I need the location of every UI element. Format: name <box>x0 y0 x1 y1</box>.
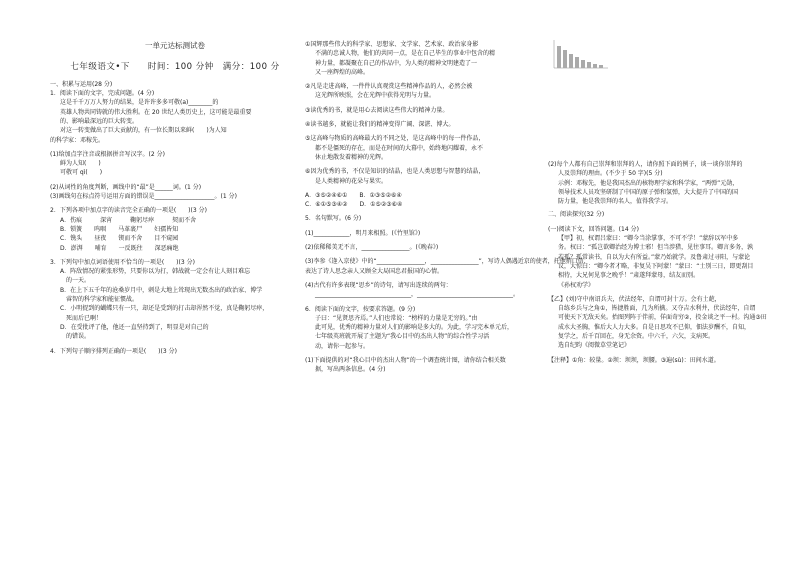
text-line: 若孤？孤常读书，自以为大有所益。”蒙乃始就学。及鲁肃过寻阳，与蒙论 <box>558 253 751 261</box>
text-line: 可使天下无敌天矣。抬图列阵于伴前，佯面奇穷②，投金谈之平一村。沟通③田 <box>558 314 767 322</box>
text-line: 的一天。 <box>66 277 91 285</box>
text-line: ⑥因为优秀的书，不仅是知识的结晶，也是人类思想与智慧的结晶， <box>305 168 485 176</box>
text-line: (3)李参《逢入京使》中的“________________，________________”，写诗人偶遇近京的使者，托他捎口信， <box>305 258 590 266</box>
text-line: (1)下面提供的对“我心目中的杰出人物”的一个调查统计图，请你结合相关数 <box>305 357 506 365</box>
text-line: (2)依稀稀美无不言，________________。(《晚春》) <box>305 244 439 252</box>
text-line: 这光辉所映照，会在光辉中获得光明与力量。 <box>315 92 436 100</box>
text-line: D．澎湃 哺育 一反既往 深恶痛绝 <box>60 244 179 252</box>
text-line: 睿智的科学家和能征惯战。 <box>66 296 139 304</box>
text-line: (2)从词性的角度判断，画线中的“最”是______词。(1 分) <box>50 183 202 191</box>
text-line: 的科学家：邓稼先。 <box>50 136 105 144</box>
text-line: 《孙权劝学》 <box>558 281 595 289</box>
text-line: 成水大圣胸，惟后大人力大多。自是日思攻不已仰，佃法岁酬不，自知， <box>558 323 751 331</box>
text-line: ________________________________，________________________________。 <box>315 291 520 299</box>
text-line: 不满的忠诚人物，他们的共同一点，是在自己毕生的事业中包含的精 <box>315 50 496 58</box>
text-line: 示例：邓稼先，他是我国杰出的核物理学家和科学家，“两弹”元勋， <box>558 179 739 187</box>
text-line: 领导技术人员攻坚研制了中国的原子弹和氢弹，大大提升了中国的国 <box>558 188 739 196</box>
text-line: ③读优秀的书，就是用心去阅读这些伟大的精神力量。 <box>305 106 449 114</box>
text-line: 【注释】①角：较量。②坝：坝坝，坝腰。③遍(sù)：田间水道。 <box>548 356 720 364</box>
text-line: 的、影响最深远的巨大转变。 <box>60 117 139 125</box>
text-line: C．镌头 昼夜 锲而不舍 目不窥园 <box>60 235 179 243</box>
text-line: 又一座辉煌的高峰。 <box>315 68 370 76</box>
text-line: 选自纪昀《阅微草堂笔记》 <box>558 342 631 350</box>
text-line: 这是千千万万人努力的结果，是许许多多可敬(a)________的 <box>60 99 219 107</box>
text-line: 英雄人物共同铸就的伟大胜利。在 20 世纪人类历史上，这可能是最重要 <box>60 108 252 116</box>
text-line: (4)古代有许多表现“思乡”的诗句，请写出连续的两句： <box>305 281 452 289</box>
text-line: ④读书越多，就能让我们的精神变得广阔、深湛、博大。 <box>305 121 455 129</box>
column-left <box>50 0 300 356</box>
text-line: 【甲】初，权谓吕蒙曰：“卿今当涂掌事，不可不学！”蒙辞以军中多 <box>558 235 739 243</box>
chart-bar <box>587 62 591 68</box>
chart-bar <box>563 50 567 68</box>
column-right <box>548 160 778 365</box>
text-line: A．③⑤②④⑥① B．①③⑤②⑥④ <box>305 191 402 199</box>
text-line: 对这一转变做出了巨大贡献的，有一位长期以来鲜( )为人知 <box>60 127 227 135</box>
text-line: 5．名句默写。(6 分) <box>305 215 362 223</box>
text-line: 4．下列句子顺序排列正确的一项是( )(3 分) <box>50 347 177 355</box>
text-line: 6．阅读下面的文字，按要求答题。(9 分) <box>305 305 416 313</box>
text-line: (3)画线句在标点符号运用方面的错误是____________________。(1 分) <box>50 193 237 201</box>
text-line: 都不是僵死的存在，而是在时间的大幕中，始终地闪耀着，永不 <box>315 144 484 152</box>
text-line: 子曰：“见贤思齐焉。”人们也常说：“榜样的力量是无穷的。”由 <box>315 314 478 322</box>
text-line: 复学之，后千百回在，身无余资。中六千，六欠，支病死。 <box>558 333 715 341</box>
text-line: D．在受批评了他，他还一直坚持到了，明显是对自己的 <box>60 323 209 331</box>
chart-bar <box>569 54 573 68</box>
text-line: (一)阅读下文，回答问题。(14 分) <box>548 225 639 233</box>
chart-bar <box>557 46 561 68</box>
text-line: A．阵敌情况的紧张形势，只要你以为打，韩战就一定会有让人刻目难忘 <box>60 268 251 276</box>
text-line: 是人类精神的花朵与果实。 <box>315 177 388 185</box>
text-line: 七年级语文•下 时间：100 分钟 满分：100 分 <box>70 61 280 72</box>
text-line: (1)____________，明月来相照。(《竹里馆》) <box>305 229 421 237</box>
text-line: 动，请你一起参与。 <box>315 342 370 350</box>
text-line: 的错误。 <box>66 333 91 341</box>
text-line: 3．下列句中加点词语使用不恰当的一项是( )(3 分) <box>50 258 195 266</box>
text-line: B．在上下五千年的沧桑岁月中，刺是大地上耸现出无数杰出的政治家、博学 <box>60 286 263 294</box>
text-line: 一、积累与运用(28 分) <box>50 80 113 88</box>
text-line: 死而后已啊！ <box>66 314 103 322</box>
text-line: C．⑥①⑤③④② D．①⑤②③⑥④ <box>305 201 403 209</box>
chart-bar <box>575 57 579 68</box>
text-line: 自练乡兵与之角①，皆捷胜面，几为所擒。又夺吉水利井，伏法经年，自谓 <box>558 305 756 313</box>
text-line: ②凡是走进高峰，一件件认真观赏这些精神作品的人，必然会被 <box>305 83 473 91</box>
text-line: 【乙】(刘)守中南诏兵夫，伏法经年，自谓可封十万。会有土葩， <box>548 295 721 303</box>
text-line: ①国辉那些伟大的科学家、思想家、文学家、艺术家、政治家身影 <box>305 41 479 48</box>
chart-bar <box>593 64 597 68</box>
text-line: 防力量，他是我崇拜的名人，值得我学习。 <box>558 198 673 206</box>
text-line: 表达了诗人思念亲人又顾全大局国忠君报国的心情。 <box>305 267 444 275</box>
text-line: A．伤痕 深宵 鞠躬尽瘁 契而不舍 <box>60 216 197 224</box>
text-line: C．小明捉到的蝴蝶只有一只，却还是受到的打击却浑然不觉，真是鞠躬尽瘁， <box>60 305 269 313</box>
survey-bar-chart <box>548 38 610 72</box>
text-line: 可敬可 qì( ) <box>60 169 103 177</box>
text-line: ⑤这高峰与物质的高峰最大的不同之处，是这高峰中的每一件作品， <box>305 135 485 143</box>
text-line: 二、阅读探究(32 分) <box>548 211 605 219</box>
chart-bar <box>581 60 585 68</box>
text-line: 神力量，都凝聚在自己的作品中，为人类的精神文明建造了一 <box>315 59 478 67</box>
text-line: 此可见，优秀的精神力量对人们的影响是多大的。为此，学习完本单元后， <box>315 324 514 332</box>
text-line: 据，写出两条信息。(4 分) <box>315 366 386 374</box>
text-line: B．锁簧 呜咽 马革裹尸 妇孺皆知 <box>60 225 179 233</box>
text-line: 议，大惊曰：“卿今者才略，非复吴下阿蒙！”蒙曰：“士别三日，即更刮目 <box>558 262 754 270</box>
text-line: 鲜为人知( ) <box>60 160 101 168</box>
text-line: 2．下列各项中加点字的读音完全正确的一项是( )(3 分) <box>50 207 207 215</box>
text-line: 一单元达标测试卷 <box>145 41 205 50</box>
text-line: 1．阅读下面的文字，完成问题。(4 分) <box>50 90 155 98</box>
text-line: 休止地散发着精神的光辉。 <box>315 153 388 161</box>
chart-bar <box>599 65 603 68</box>
text-line: (2)每个人都有自己崇拜和崇拜的人，请你照下面的例子，谈一谈你崇拜的 <box>548 161 743 168</box>
text-line: 七年级英班就开展了主题为“我心目中的杰出人物”的综合性学习活 <box>315 333 490 341</box>
text-line: 相待，大兄何见事之晚乎！”肃遂拜蒙母，结友而别。 <box>558 272 700 280</box>
text-line: (1)给加点字注音或根据拼音写汉字。(2 分) <box>50 150 165 158</box>
text-line: 务。权曰：“孤岂欲卿治经为博士邪！但当涉猎，见往事耳。卿言多务，孰 <box>558 244 754 252</box>
text-line: 人及崇拜的理由。(不少于 50 字)(5 分) <box>558 170 663 178</box>
